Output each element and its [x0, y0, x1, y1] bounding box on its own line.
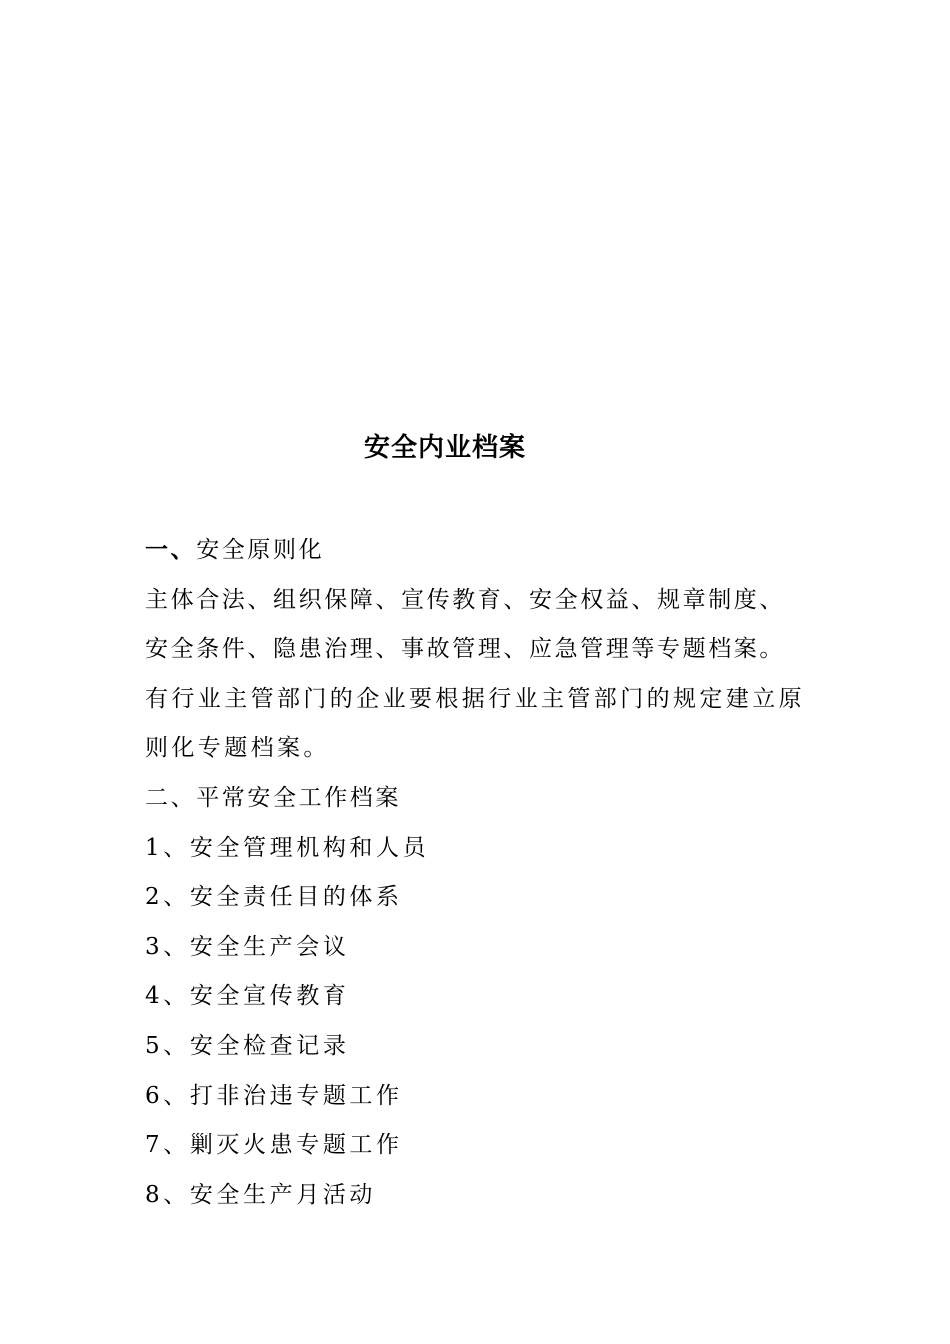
list-item-3: 3、安全生产会议: [145, 933, 350, 960]
list-item-8: 8、安全生产月活动: [145, 1181, 377, 1208]
section1-para2-line1: 有行业主管部门的企业要根据行业主管部门的规定建立原: [145, 685, 805, 712]
list-item-6: 6、打非治违专题工作: [145, 1082, 403, 1109]
list-item-7: 7、剿灭火患专题工作: [145, 1132, 403, 1159]
list-item-4: 4、安全宣传教育: [145, 983, 350, 1010]
document-title: 安全内业档案: [363, 433, 526, 463]
section1-title: 安全原则化: [196, 537, 325, 563]
section1-heading: [145, 526, 810, 576]
document-body: [145, 526, 810, 1220]
section2-heading: 二、平常安全工作档案: [145, 784, 401, 811]
section1-number: 一、: [145, 537, 197, 563]
section1-para1-line1: 主体合法、组织保障、宣传教育、安全权益、规章制度、: [145, 586, 785, 613]
section1-para2-line2: 则化专题档案。: [145, 735, 330, 762]
list-item-2: 2、安全责任目的体系: [145, 884, 403, 911]
list-item-1: 1、安全管理机构和人员: [145, 834, 430, 861]
section1-para1-line2: 安全条件、隐患治理、事故管理、应急管理等专题档案。: [145, 636, 785, 663]
list-item-5: 5、安全检查记录: [145, 1032, 350, 1059]
